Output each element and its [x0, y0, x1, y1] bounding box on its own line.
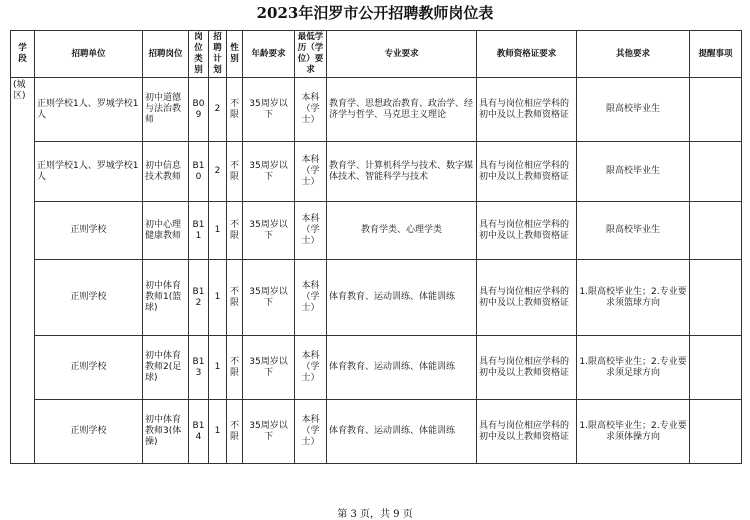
education-cell: 本科（学士） [295, 400, 327, 464]
other-cell: 1.限高校毕业生；2.专业要求须足球方向 [577, 336, 690, 400]
major-cell: 体育教育、运动训练、体能训练 [327, 260, 477, 336]
header-position: 招聘岗位 [143, 31, 189, 78]
header-major: 专业要求 [327, 31, 477, 78]
cert-cell: 具有与岗位相应学科的初中及以上教师资格证 [477, 202, 577, 260]
gender-cell: 不限 [227, 336, 243, 400]
other-cell: 限高校毕业生 [577, 142, 690, 202]
category-cell: B09 [189, 78, 209, 142]
major-cell: 体育教育、运动训练、体能训练 [327, 400, 477, 464]
notes-cell [690, 202, 742, 260]
other-cell: 1.限高校毕业生；2.专业要求须体操方向 [577, 400, 690, 464]
header-cert: 教师资格证要求 [477, 31, 577, 78]
unit-cell: 正则学校1人、罗城学校1人 [35, 142, 143, 202]
education-cell: 本科（学士） [295, 260, 327, 336]
table-row [11, 202, 742, 260]
unit-cell: 正则学校 [35, 202, 143, 260]
page-number: 第 3 页，共 9 页 [337, 509, 413, 520]
unit-cell: 正则学校 [35, 336, 143, 400]
position-cell: 初中道德与法治教师 [143, 78, 189, 142]
gender-cell: 不限 [227, 400, 243, 464]
category-cell: B10 [189, 142, 209, 202]
header-education: 最低学历（学位）要求 [295, 31, 327, 78]
quota-cell: 1 [209, 336, 227, 400]
notes-cell [690, 260, 742, 336]
recruitment-table [10, 30, 742, 464]
age-cell: 35周岁以下 [243, 142, 295, 202]
cert-cell: 具有与岗位相应学科的初中及以上教师资格证 [477, 400, 577, 464]
gender-cell: 不限 [227, 260, 243, 336]
age-cell: 35周岁以下 [243, 78, 295, 142]
table-row [11, 400, 742, 464]
page-title: 2023年汨罗市公开招聘教师岗位表 [256, 4, 494, 22]
notes-cell [690, 336, 742, 400]
table-row [11, 78, 742, 142]
gender-cell: 不限 [227, 78, 243, 142]
unit-cell: 正则学校 [35, 260, 143, 336]
major-cell: 教育学、计算机科学与技术、数字媒体技术、智能科学与技术 [327, 142, 477, 202]
category-cell: B14 [189, 400, 209, 464]
unit-cell: 正则学校1人、罗城学校1人 [35, 78, 143, 142]
table-row [11, 142, 742, 202]
position-cell: 初中信息技术教师 [143, 142, 189, 202]
other-cell: 限高校毕业生 [577, 202, 690, 260]
category-cell: B12 [189, 260, 209, 336]
cert-cell: 具有与岗位相应学科的初中及以上教师资格证 [477, 142, 577, 202]
notes-cell [690, 400, 742, 464]
header-age: 年龄要求 [243, 31, 295, 78]
cert-cell: 具有与岗位相应学科的初中及以上教师资格证 [477, 78, 577, 142]
quota-cell: 2 [209, 142, 227, 202]
header-unit: 招聘单位 [35, 31, 143, 78]
header-quota: 招聘计划 [209, 31, 227, 78]
other-cell: 限高校毕业生 [577, 78, 690, 142]
table-header-row [11, 31, 742, 78]
position-cell: 初中体育教师3(体操) [143, 400, 189, 464]
header-gender: 性别 [227, 31, 243, 78]
table-row [11, 336, 742, 400]
quota-cell: 1 [209, 202, 227, 260]
table-row [11, 260, 742, 336]
header-section: 学段 [11, 31, 35, 78]
major-cell: 体育教育、运动训练、体能训练 [327, 336, 477, 400]
other-cell: 1.限高校毕业生；2.专业要求须篮球方向 [577, 260, 690, 336]
education-cell: 本科（学士） [295, 202, 327, 260]
position-cell: 初中体育教师1(篮球) [143, 260, 189, 336]
header-other: 其他要求 [577, 31, 690, 78]
age-cell: 35周岁以下 [243, 202, 295, 260]
quota-cell: 1 [209, 260, 227, 336]
notes-cell [690, 142, 742, 202]
education-cell: 本科（学士） [295, 78, 327, 142]
section-cell: (城区) [11, 78, 35, 464]
age-cell: 35周岁以下 [243, 260, 295, 336]
category-cell: B11 [189, 202, 209, 260]
major-cell: 教育学、思想政治教育、政治学、经济学与哲学、马克思主义理论 [327, 78, 477, 142]
position-cell: 初中体育教师2(足球) [143, 336, 189, 400]
position-cell: 初中心理健康教师 [143, 202, 189, 260]
age-cell: 35周岁以下 [243, 336, 295, 400]
education-cell: 本科（学士） [295, 142, 327, 202]
major-cell: 教育学类、心理学类 [327, 202, 477, 260]
header-notes: 提醒事项 [690, 31, 742, 78]
cert-cell: 具有与岗位相应学科的初中及以上教师资格证 [477, 260, 577, 336]
cert-cell: 具有与岗位相应学科的初中及以上教师资格证 [477, 336, 577, 400]
header-category: 岗位类别 [189, 31, 209, 78]
gender-cell: 不限 [227, 202, 243, 260]
age-cell: 35周岁以下 [243, 400, 295, 464]
quota-cell: 2 [209, 78, 227, 142]
unit-cell: 正则学校 [35, 400, 143, 464]
category-cell: B13 [189, 336, 209, 400]
quota-cell: 1 [209, 400, 227, 464]
gender-cell: 不限 [227, 142, 243, 202]
notes-cell [690, 78, 742, 142]
education-cell: 本科（学士） [295, 336, 327, 400]
